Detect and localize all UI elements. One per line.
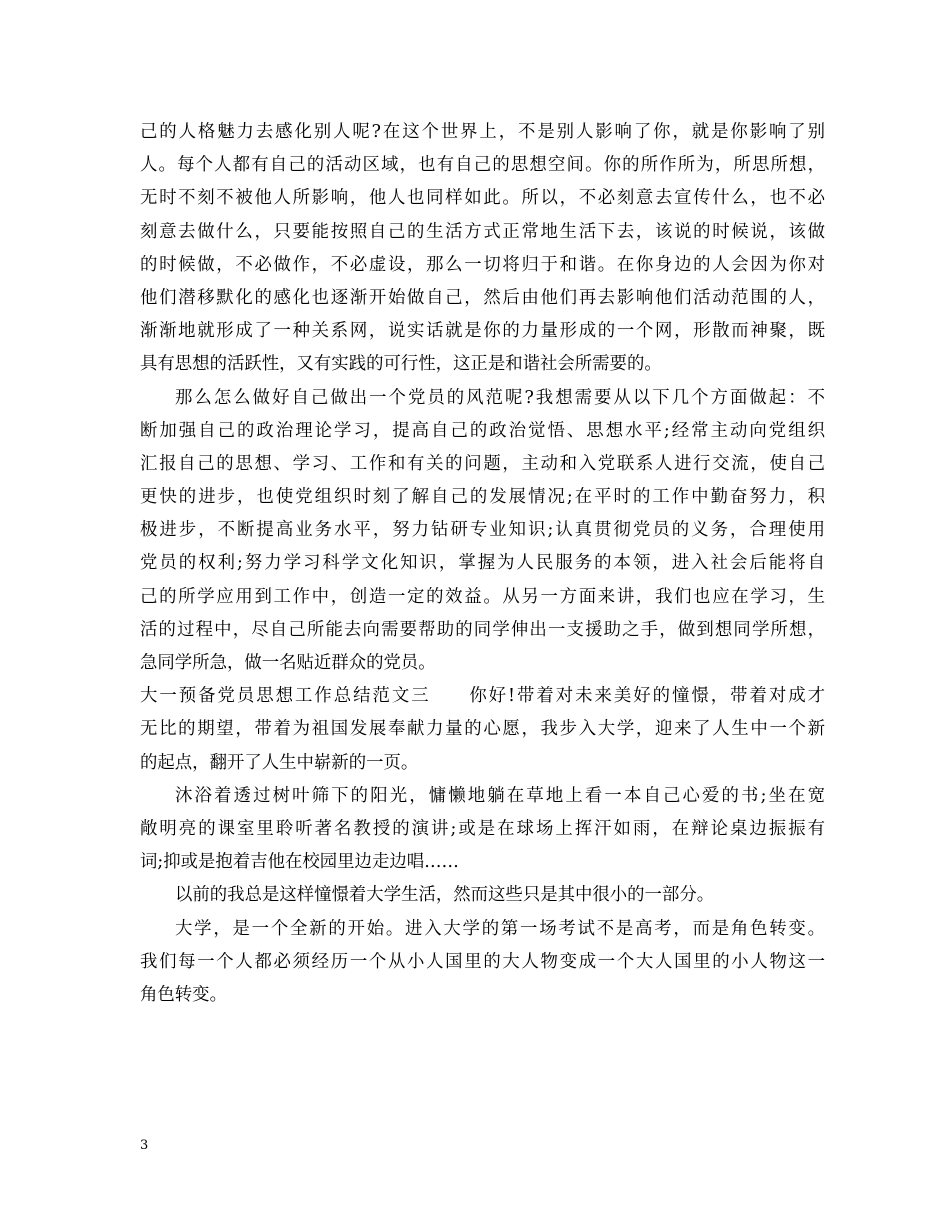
text-line: 那么怎么做好自己做出一个党员的风范呢?我想需要从以下几个方面做起：不 (175, 387, 825, 408)
text-line: 他们潜移默化的感化也逐渐开始做自己，然后由他们再去影响他们活动范围的人， (140, 287, 825, 308)
text-line: 刻意去做什么，只要能按照自己的生活方式正常地生活下去，该说的时候说，该做 (140, 221, 825, 242)
text-line: 以前的我总是这样憧憬着大学生活，然而这些只是其中很小的一部分。 (175, 885, 715, 906)
text-line: 角色转变。 (140, 984, 227, 1005)
text-line: 大学，是一个全新的开始。进入大学的第一场考试不是高考，而是角色转变。 (175, 918, 825, 939)
text-line: 极进步，不断提高业务水平，努力钻研专业知识;认真贯彻党员的义务，合理使用 (140, 520, 825, 541)
page-number: 3 (140, 1138, 149, 1153)
body-text (140, 116, 825, 1012)
text-line: 汇报自己的思想、学习、工作和有关的问题，主动和入党联系人进行交流，使自己 (140, 453, 825, 474)
text-line: 党员的权利;努力学习科学文化知识，掌握为人民服务的本领，进入社会后能将自 (140, 553, 825, 574)
text-line: 断加强自己的政治理论学习，提高自己的政治觉悟、思想水平;经常主动向党组织 (140, 420, 825, 441)
text-line: 大一预备党员思想工作总结范文三 你好!带着对未来美好的憧憬，带着对成才 (140, 686, 825, 707)
text-line: 词;抑或是抱着吉他在校园里边走边唱…… (140, 852, 459, 873)
text-line: 渐渐地就形成了一种关系网，说实话就是你的力量形成的一个网，形散而神聚，既 (140, 321, 825, 342)
text-line: 沐浴着透过树叶筛下的阳光，慵懒地躺在草地上看一本自己心爱的书;坐在宽 (175, 785, 825, 806)
text-line: 的起点，翻开了人生中崭新的一页。 (140, 752, 419, 773)
text-line: 活的过程中，尽自己所能去向需要帮助的同学伸出一支援助之手，做到想同学所想， (140, 619, 825, 640)
text-line: 无时不刻不被他人所影响，他人也同样如此。所以，不必刻意去宣传什么，也不必 (140, 188, 825, 209)
text-line: 己的所学应用到工作中，创造一定的效益。从另一方面来讲，我们也应在学习，生 (140, 586, 825, 607)
text-line: 人。每个人都有自己的活动区域，也有自己的思想空间。你的所作所为，所思所想， (140, 155, 825, 176)
text-line: 我们每一个人都必须经历一个从小人国里的大人物变成一个大人国里的小人物这一 (140, 951, 825, 972)
text-line: 具有思想的活跃性，又有实践的可行性，这正是和谐社会所需要的。 (140, 354, 662, 375)
text-line: 无比的期望，带着为祖国发展奉献力量的心愿，我步入大学，迎来了人生中一个新 (140, 719, 825, 740)
text-line: 己的人格魅力去感化别人呢?在这个世界上，不是别人影响了你，就是你影响了别 (140, 122, 825, 142)
text-line: 敞明亮的课室里聆听著名教授的演讲;或是在球场上挥汗如雨，在辩论桌边振振有 (140, 818, 825, 839)
text-line: 急同学所急，做一名贴近群众的党员。 (140, 653, 436, 673)
text-line: 的时候做，不必做作，不必虚设，那么一切将归于和谐。在你身边的人会因为你对 (140, 254, 825, 275)
text-line: 更快的进步，也使党组织时刻了解自己的发展情况;在平时的工作中勤奋努力，积 (140, 487, 825, 508)
